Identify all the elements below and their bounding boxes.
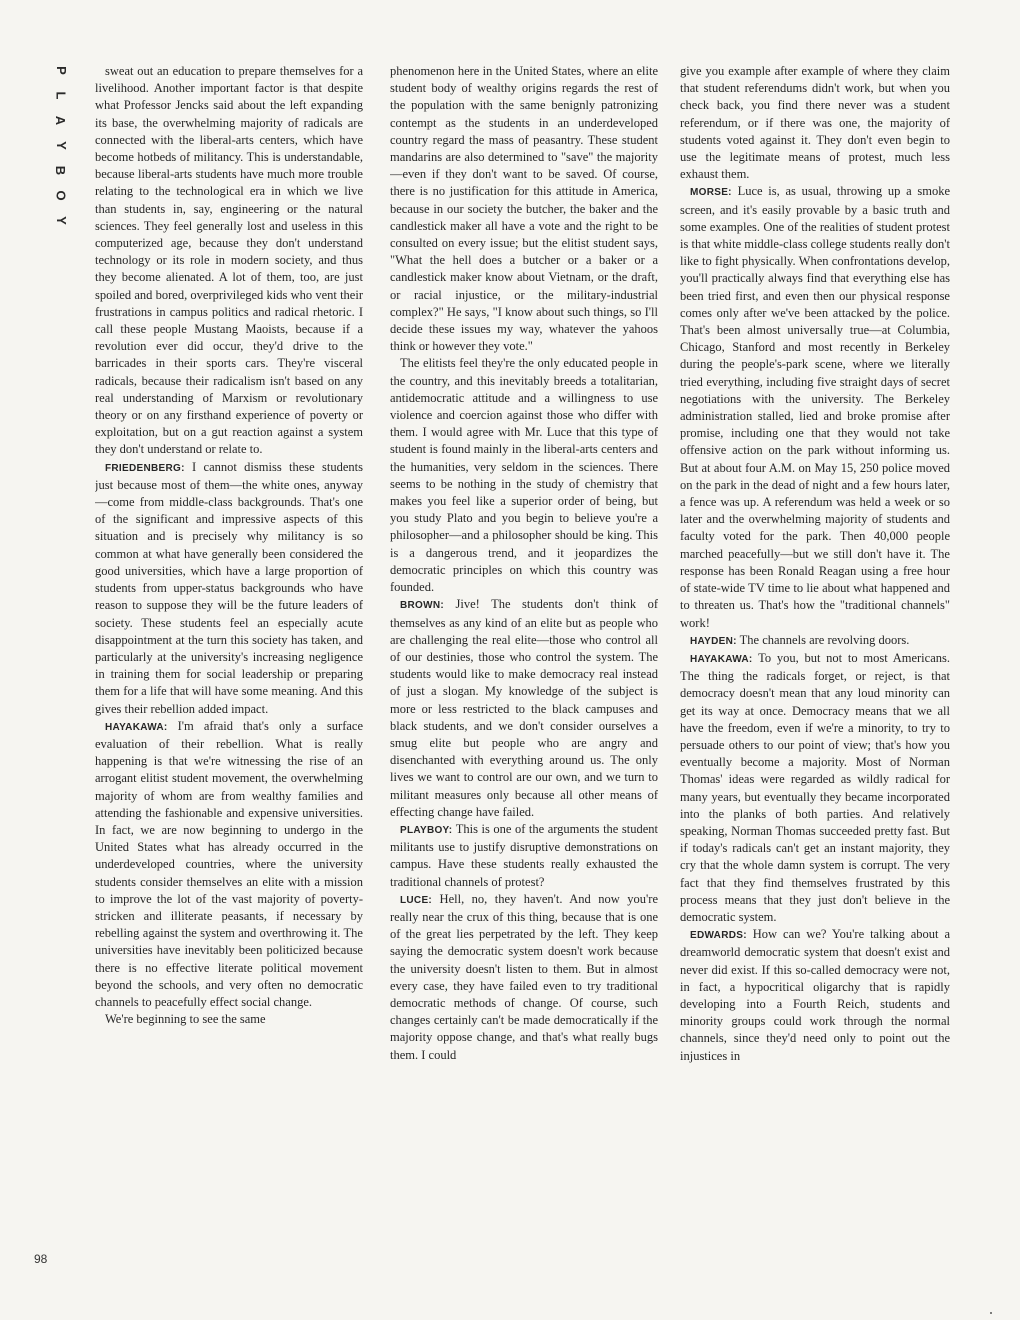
magazine-name-vertical bbox=[52, 58, 70, 233]
paragraph bbox=[95, 1011, 363, 1028]
paragraph bbox=[95, 718, 363, 1011]
paragraph-text: sweat out an education to prepare themselves for a livelihood. Another important factor is that despite what Professor Jencks said about the left expanding its base, the overwhelming majority of radicals are connected with the liberal-arts centers, which have become hotbeds of militancy. This is understandable, because liberal-arts students have much more trouble relating to the technological era in which we live than students in, say, engineering or the natural sciences. They feel generally lost and useless in this computerized age, because they don't understand technology or its role in modern society, and thus they become alienated. A lot of them, too, are just spoiled and bored, overprivileged kids who vent their frustrations in campus politics and radical rhetoric. I call these people Mustang Maoists, because if a revolution ever did occur, they'd drive to the barricades in their sports cars. They're visceral radicals, because their radicalism isn't based on any real understanding of Marxism or revolutionary theory or on any firsthand experience of poverty or exploitation, but on a gut reaction against a system they don't understand or relate to. bbox=[95, 64, 363, 457]
paragraph bbox=[390, 355, 658, 596]
speaker-name: LUCE: bbox=[400, 894, 433, 906]
paragraph bbox=[390, 596, 658, 821]
paragraph bbox=[95, 63, 363, 459]
magazine-letter: Y bbox=[53, 141, 69, 150]
magazine-letter: B bbox=[53, 165, 69, 176]
paragraph bbox=[680, 650, 950, 926]
magazine-letter: L bbox=[53, 91, 69, 100]
speaker-name: HAYDEN: bbox=[690, 635, 737, 647]
paragraph-text: I'm afraid that's only a surface evaluation of their rebellion. What is really happening is that we're witnessing the rise of an arrogant elitist student movement, the overwhelming majority of whom are from wealthy families and attending the fashionable and expensive universities. In fact, we are now beginning to undergo in the United States what has already occurred in the underdeveloped countries, where the university students consider themselves an elite with a mission to improve the lot of the vast majority of poverty-stricken and illiterate peasants, if necessary by rebelling against the system and overthrowing it. The universities have inevitably been politicized because there is no effective literate political movement beyond the schools, and very often no democratic channels to peacefully effect social change. bbox=[95, 718, 363, 1009]
speaker-name: HAYAKAWA: bbox=[105, 721, 168, 733]
paragraph-text: Luce is, as usual, throwing up a smoke screen, and it's easily provable by a basic truth and some examples. One of the realities of student protest is that white middle-class college students really don't like to fight physically. When confrontations develop, you'll practically always find that everything else has been tried first, and even then our physical response comes only after we've been attacked by the police. That's been almost universally true—at Columbia, Chicago, Stanford and most recently in Berkeley during the people's-park scene, where we literally tried everything, including five straight days of secret negotiations with the university. The Berkeley administration stalled, lied and broke promise after promise, including one that they would not take offensive action on the park without informing us. But at about four A.M. on May 15, 250 police moved on the park in the dead of night and a few hours later, a fence was up. A referendum was held a week or so later and the overwhelming majority of students and faculty voted for the park. Then 40,000 people marched peacefully—but we still don't have it. The response has been Ronald Reagan using a free hour of state-wide TV time to lie about what happened and to threaten us. That's how the "traditional channels" work! bbox=[680, 184, 950, 630]
paragraph-text: We're beginning to see the same bbox=[105, 1012, 266, 1027]
magazine-letter: O bbox=[53, 190, 69, 201]
speaker-name: MORSE: bbox=[690, 187, 732, 199]
speaker-name: PLAYBOY: bbox=[400, 824, 453, 836]
text-column-1 bbox=[95, 63, 363, 1273]
paragraph bbox=[390, 63, 658, 355]
speaker-name: HAYAKAWA: bbox=[690, 653, 753, 665]
paragraph-text: The channels are revolving doors. bbox=[739, 632, 910, 647]
speaker-name: FRIEDENBERG: bbox=[105, 462, 185, 474]
paragraph-text: How can we? You're talking about a dreamworld democratic system that doesn't exist and never did exist. If this so-called democracy were not, in fact, a hypocritical oligarchy that is rapidly developing into a Fourth Reich, students and minority groups could work through the normal channels, since they'd need only to point out the injustices in bbox=[680, 927, 950, 1063]
text-column-2 bbox=[390, 63, 658, 1273]
paragraph bbox=[680, 183, 950, 631]
paragraph-text: This is one of the arguments the student militants use to justify disruptive demonstrations on campus. Have these students really exhausted the traditional channels of protest? bbox=[390, 821, 658, 889]
paragraph-text: Hell, no, they haven't. And now you're really near the crux of this thing, because that is one of the great lies perpetrated by the left. They keep saying the democratic system doesn't work because the university doesn't listen to them. But in almost every case, they have failed even to try traditional democratic methods of change. Of course, such changes certainly can't be made democratically if the majority oppose change, and that's what really bugs them. I could bbox=[390, 891, 658, 1062]
speaker-name: EDWARDS: bbox=[690, 930, 747, 942]
paragraph bbox=[680, 63, 950, 183]
paragraph bbox=[680, 926, 950, 1065]
page-number: 98 bbox=[34, 1252, 48, 1266]
text-column-3 bbox=[680, 63, 950, 1273]
paragraph-text: Jive! The students don't think of themselves as any kind of an elite but as people who are challenging the real elite—those who control all of our destinies, those who control the system. The students would like to make democracy real instead of just a slogan. My knowledge of the subject is more or less restricted to the black campuses and black students, and we don't consider ourselves a smug elite but people who are angry and disenchanted with everything around us. The only lives we want to control are our own, and we turn to militant measures only because all other means of effecting change have failed. bbox=[390, 597, 658, 819]
magazine-letter: A bbox=[53, 115, 69, 126]
magazine-letter: P bbox=[53, 66, 69, 75]
paragraph-text: The elitists feel they're the only educated people in the country, and this inevitably breeds a totalitarian, antidemocratic attitude and a willingness to use violence and coercion against those who differ with them. I would agree with Mr. Luce that this type of student is found mainly in the liberal-arts centers and the humanities, very seldom in the sciences. There seems to be nothing in the study of chemistry that makes you feel like a superior order of being, but you study Plato and you begin to believe you're a philosopher—and a philosopher should be king. This is a dangerous trend, and it jeopardizes the democratic principles on which this country was founded. bbox=[390, 356, 658, 595]
paragraph bbox=[390, 821, 658, 891]
page-speck bbox=[990, 1312, 992, 1314]
paragraph-text: give you example after example of where they claim that student referendums didn't work, but when you check back, you find there never was a student referendum, or if there was one, the majority of students voted against it. They don't even begin to use the legitimate means of protest, much less exhaust them. bbox=[680, 64, 950, 182]
speaker-name: BROWN: bbox=[400, 600, 445, 612]
paragraph-text: To you, but not to most Americans. The thing the radicals forget, or reject, is that democracy doesn't mean that any loud minority can get its way at once. Democracy means that we all have the freedom, even if we're a minority, to try to persuade others to our point of view; that's how you eventually become a majority. Most of Norman Thomas' ideas were regarded as wildly radical for many years, but eventually they became incorporated into the planks of both parties. And relatively speaking, Norman Thomas succeeded pretty fast. But if today's radicals can't get an instant majority, they cry that the whole damn system is corrupt. The very fact that they find themselves frustrated by this process means that they just don't believe in the democratic system. bbox=[680, 650, 950, 924]
paragraph-text: phenomenon here in the United States, where an elite student body of wealthy origins regards the rest of the population with the same benignly patronizing contempt as the students in an underdeveloped country regard the mass of peasantry. These student mandarins are also determined to "save" the majority—even if they don't want to be saved. Of course, there is no justification for this attitude in America, because in our society the butcher, the baker and the candlestick maker all have a vote and the right to be consulted on every issue; but the elitist student says, "What the hell does a butcher or a baker or a candlestick maker know about Vietnam, or the draft, or racial injustice, or the military-industrial complex?" He says, "I know about such things, so I'll decide these issues my way, whatever the yahoos think or however they vote." bbox=[390, 64, 658, 354]
paragraph-text: I cannot dismiss these students just because most of them—the white ones, anyway—come from middle-class backgrounds. That's one of the significant and impressive aspects of this situation and is precisely why militancy is so common at what have generally been considered the good universities, which have a large proportion of students from upper-status backgrounds who have reason to suppose they will be the future leaders of society. These students feel an especially acute disappointment at the turn this society has taken, and particularly at the university's increasing negligence in training them for social leadership or preparing them for a life that will have some meaning. And this gives their rebellion added impact. bbox=[95, 459, 363, 716]
paragraph bbox=[95, 459, 363, 718]
paragraph bbox=[680, 632, 950, 650]
paragraph bbox=[390, 891, 658, 1064]
magazine-letter: Y bbox=[53, 216, 69, 225]
